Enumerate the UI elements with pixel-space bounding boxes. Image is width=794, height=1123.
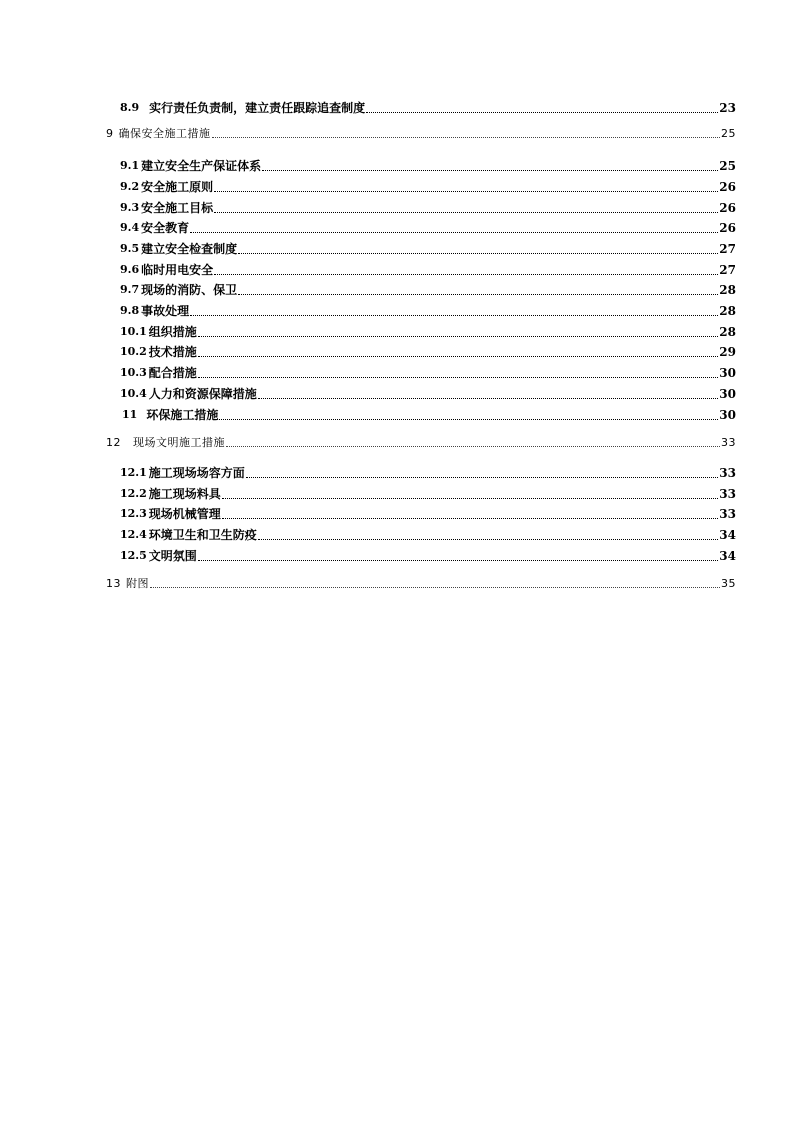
toc-entry-page: 35 (721, 577, 736, 590)
toc-entry-page: 28 (719, 325, 736, 339)
dot-leader (238, 253, 718, 254)
toc-entry-9-2[interactable] (120, 179, 736, 195)
toc-entry-number: 12 (106, 436, 121, 449)
toc-entry-number: 9.4 (120, 221, 140, 234)
toc-entry-title: 现场文明施工措施 (133, 436, 225, 449)
toc-entry-page: 28 (719, 283, 736, 297)
toc-entry-title: 实行责任负责制，建立责任跟踪追查制度 (149, 101, 366, 115)
dot-leader (222, 498, 718, 499)
dot-leader (214, 274, 718, 275)
toc-entry-9-7[interactable] (120, 282, 736, 298)
toc-entry-title: 建立安全生产保证体系 (141, 159, 262, 173)
toc-entry-title: 配合措施 (148, 366, 197, 380)
toc-entry-12-2[interactable] (120, 486, 736, 502)
toc-entry-page: 26 (719, 201, 736, 215)
toc-entry-number: 11 (122, 408, 138, 421)
dot-leader (198, 356, 718, 357)
toc-entry-page: 33 (719, 466, 736, 480)
toc-entry-title: 人力和资源保障措施 (148, 387, 257, 401)
toc-entry-number: 9.6 (120, 263, 140, 276)
toc-entry-page: 26 (719, 180, 736, 194)
toc-entry-9-1[interactable] (120, 158, 736, 174)
toc-entry-number: 9.7 (120, 283, 140, 296)
dot-leader (262, 170, 718, 171)
toc-entry-number: 13 (106, 577, 121, 590)
dot-leader (198, 560, 718, 561)
dot-leader (190, 315, 718, 316)
toc-entry-page: 27 (719, 242, 736, 256)
dot-leader (150, 587, 720, 588)
dot-leader (238, 294, 718, 295)
dot-leader (226, 446, 720, 447)
toc-entry-10-1[interactable] (120, 324, 736, 340)
toc-entry-title: 确保安全施工措施 (118, 127, 211, 140)
toc-entry-page: 28 (719, 304, 736, 318)
dot-leader (214, 212, 718, 213)
toc-entry-number: 12.1 (120, 466, 147, 479)
dot-leader (258, 539, 718, 540)
toc-entry-page: 23 (719, 101, 736, 115)
toc-entry-number: 9.8 (120, 304, 140, 317)
toc-entry-page: 33 (721, 436, 736, 449)
toc-entry-number: 9.2 (120, 180, 140, 193)
toc-entry-page: 30 (719, 387, 736, 401)
toc-entry-page: 34 (719, 528, 736, 542)
toc-entry-12-3[interactable] (120, 506, 736, 522)
toc-entry-page: 26 (719, 221, 736, 235)
toc-entry-number: 8.9 (120, 101, 140, 114)
toc-entry-10-3[interactable] (120, 365, 736, 381)
toc-entry-number: 9.1 (120, 159, 140, 172)
toc-entry-page: 25 (719, 159, 736, 173)
toc-entry-page: 34 (719, 549, 736, 563)
toc-entry-number: 10.3 (120, 366, 147, 379)
dot-leader (366, 112, 718, 113)
dot-leader (214, 191, 718, 192)
toc-entry-number: 9.3 (120, 201, 140, 214)
toc-entry-12-5[interactable] (120, 548, 736, 564)
toc-entry-title: 安全教育 (141, 221, 190, 235)
toc-entry-10-2[interactable] (120, 344, 736, 360)
toc-entry-number: 12.4 (120, 528, 147, 541)
toc-section-9[interactable] (106, 126, 736, 142)
toc-entry-9-6[interactable] (120, 262, 736, 278)
toc-entry-page: 33 (719, 487, 736, 501)
toc-entry-title: 安全施工目标 (141, 201, 214, 215)
toc-entry-11[interactable] (122, 407, 736, 423)
toc-entry-title: 事故处理 (141, 304, 190, 318)
toc-entry-title: 现场的消防、保卫 (141, 283, 238, 297)
toc-entry-12-4[interactable] (120, 527, 736, 543)
toc-entry-page: 29 (719, 345, 736, 359)
toc-entry-title: 组织措施 (148, 325, 197, 339)
toc-entry-title: 文明氛围 (148, 549, 197, 563)
toc-entry-9-3[interactable] (120, 200, 736, 216)
toc-entry-title: 施工现场料具 (148, 487, 221, 501)
dot-leader (190, 232, 718, 233)
dot-leader (198, 336, 718, 337)
toc-entry-8-9[interactable] (120, 100, 736, 116)
toc-entry-title: 环保施工措施 (146, 408, 219, 422)
toc-entry-title: 临时用电安全 (141, 263, 214, 277)
toc-entry-12-1[interactable] (120, 465, 736, 481)
toc-entry-9-8[interactable] (120, 303, 736, 319)
dot-leader (222, 518, 718, 519)
toc-entry-title: 附图 (126, 577, 149, 590)
toc-entry-number: 9.5 (120, 242, 140, 255)
toc-section-13[interactable] (106, 576, 736, 592)
toc-section-12[interactable] (106, 435, 736, 451)
toc-entry-title: 技术措施 (148, 345, 197, 359)
toc-entry-9-5[interactable] (120, 241, 736, 257)
dot-leader (219, 419, 718, 420)
toc-entry-number: 9 (106, 127, 114, 140)
toc-entry-title: 环境卫生和卫生防疫 (148, 528, 257, 542)
toc-entry-9-4[interactable] (120, 220, 736, 236)
toc-entry-title: 现场机械管理 (148, 507, 221, 521)
toc-entry-page: 25 (721, 127, 736, 140)
toc-entry-number: 12.2 (120, 487, 147, 500)
toc-entry-page: 30 (719, 366, 736, 380)
toc-entry-page: 27 (719, 263, 736, 277)
toc-entry-number: 12.5 (120, 549, 147, 562)
toc-entry-page: 33 (719, 507, 736, 521)
toc-entry-number: 10.2 (120, 345, 147, 358)
toc-entry-number: 10.4 (120, 387, 147, 400)
toc-entry-title: 安全施工原则 (141, 180, 214, 194)
toc-entry-10-4[interactable] (120, 386, 736, 402)
dot-leader (198, 377, 718, 378)
dot-leader (212, 137, 721, 138)
toc-entry-page: 30 (719, 408, 736, 422)
dot-leader (246, 477, 718, 478)
toc-entry-number: 12.3 (120, 507, 147, 520)
toc-entry-title: 施工现场场容方面 (148, 466, 245, 480)
dot-leader (258, 398, 718, 399)
toc-entry-title: 建立安全检查制度 (141, 242, 238, 256)
toc-entry-number: 10.1 (120, 325, 147, 338)
